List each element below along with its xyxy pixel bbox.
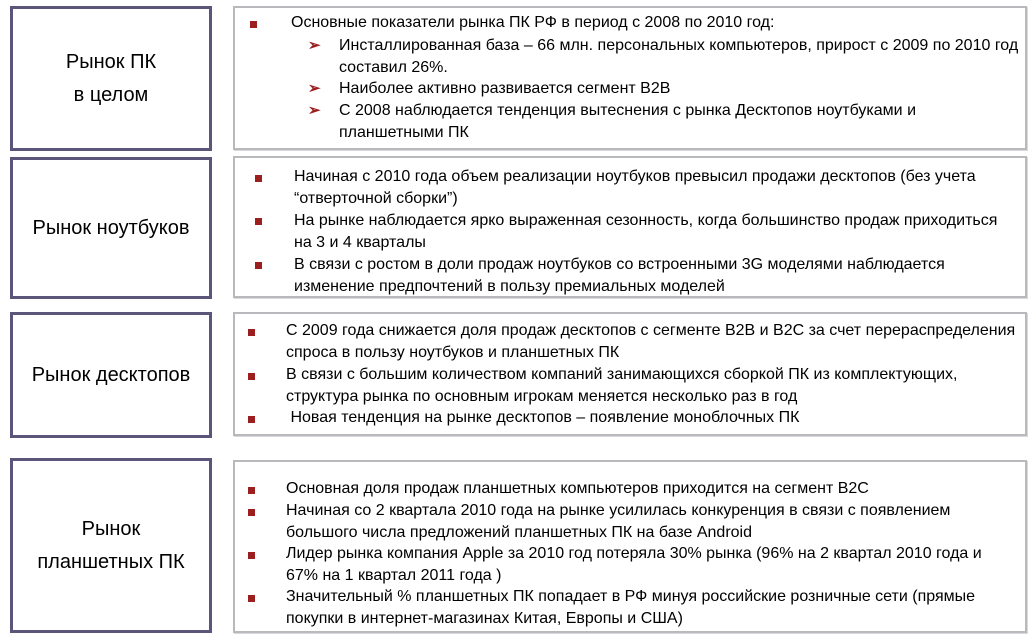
bullet-icon — [255, 218, 262, 225]
section-content-tablet-market — [233, 460, 1027, 633]
section-label-desktop-market — [10, 312, 212, 438]
list-item: Значительный % планшетных ПК попадает в РФ минуя российские розничные сети (прямые покупки в интернет-магазинах Китая, Европы и США) — [286, 588, 976, 627]
label-line: в целом — [73, 83, 149, 106]
label-line: Рынок десктопов — [31, 363, 191, 386]
section-content-notebook-market — [233, 156, 1027, 298]
list-item: В связи с ростом в доли продаж ноутбуков со встроенными 3G моделями наблюдается изменение предпочтений в пользу премиальных моделей — [294, 256, 945, 295]
bullet-icon — [255, 175, 262, 182]
section-content-desktop-market — [233, 312, 1027, 436]
bullet-icon — [248, 509, 255, 516]
sub-list-item: Наиболее активно развивается сегмент B2B — [339, 80, 671, 97]
bullet-icon — [250, 21, 257, 28]
label-line: планшетных ПК — [37, 550, 185, 573]
list-item: Начиная с 2010 года объем реализации ноутбуков превысил продажи десктопов (без учета “отверточной сборки”) — [294, 168, 976, 207]
list-item: Основные показатели рынка ПК РФ в период с 2008 по 2010 год: — [291, 14, 775, 31]
bullet-icon — [255, 262, 262, 269]
sub-list-item: Инсталлированная база – 66 млн. персональных компьютеров, прирост с 2009 по 2010 год составил 26%. — [339, 37, 1019, 76]
label-line: Рынок ПК — [65, 50, 157, 73]
bullet-icon — [248, 416, 255, 423]
list-item: Основная доля продаж планшетных компьютеров приходится на сегмент B2C — [286, 480, 869, 497]
section-label-tablet-market — [10, 458, 212, 633]
bullet-icon — [248, 552, 255, 559]
list-item: Лидер рынка компания Apple за 2010 год потеряла 30% рынка (96% на 2 квартал 2010 года и 67% на 1 квартал 2011 года ) — [286, 545, 982, 584]
section-content-pc-market — [233, 6, 1027, 150]
label-line: Рынок — [81, 517, 141, 540]
arrow-bullet-icon: ➢ — [308, 80, 321, 97]
bullet-icon — [248, 329, 255, 336]
arrow-bullet-icon: ➢ — [308, 102, 321, 119]
section-label-pc-market — [10, 6, 212, 151]
bullet-icon — [248, 595, 255, 602]
section-label-notebook-market — [10, 157, 212, 299]
list-item: Новая тенденция на рынке десктопов – появление моноблочных ПК — [286, 409, 800, 426]
list-item: На рынке наблюдается ярко выраженная сезонность, когда большинство продаж приходиться на 3 и 4 кварталы — [294, 212, 998, 251]
label-line: Рынок ноутбуков — [32, 216, 190, 239]
sub-list-item: С 2008 наблюдается тенденция вытеснения с рынка Десктопов ноутбуками и планшетными ПК — [339, 102, 916, 141]
bullet-icon — [248, 373, 255, 380]
bullet-icon — [248, 487, 255, 494]
list-item: Начиная со 2 квартала 2010 года на рынке усилилась конкуренция в связи с появлением большого числа предложений планшетных ПК на базе Android — [286, 502, 951, 541]
list-item: В связи с большим количеством компаний занимающихся сборкой ПК из комплектующих, структура рынка по основным игрокам меняется несколько раз в год — [286, 366, 958, 405]
arrow-bullet-icon: ➢ — [308, 37, 321, 54]
list-item: С 2009 года снижается доля продаж десктопов с сегменте B2B и B2C за счет перераспределения спроса в пользу ноутбуков и планшетных ПК — [286, 322, 1016, 361]
